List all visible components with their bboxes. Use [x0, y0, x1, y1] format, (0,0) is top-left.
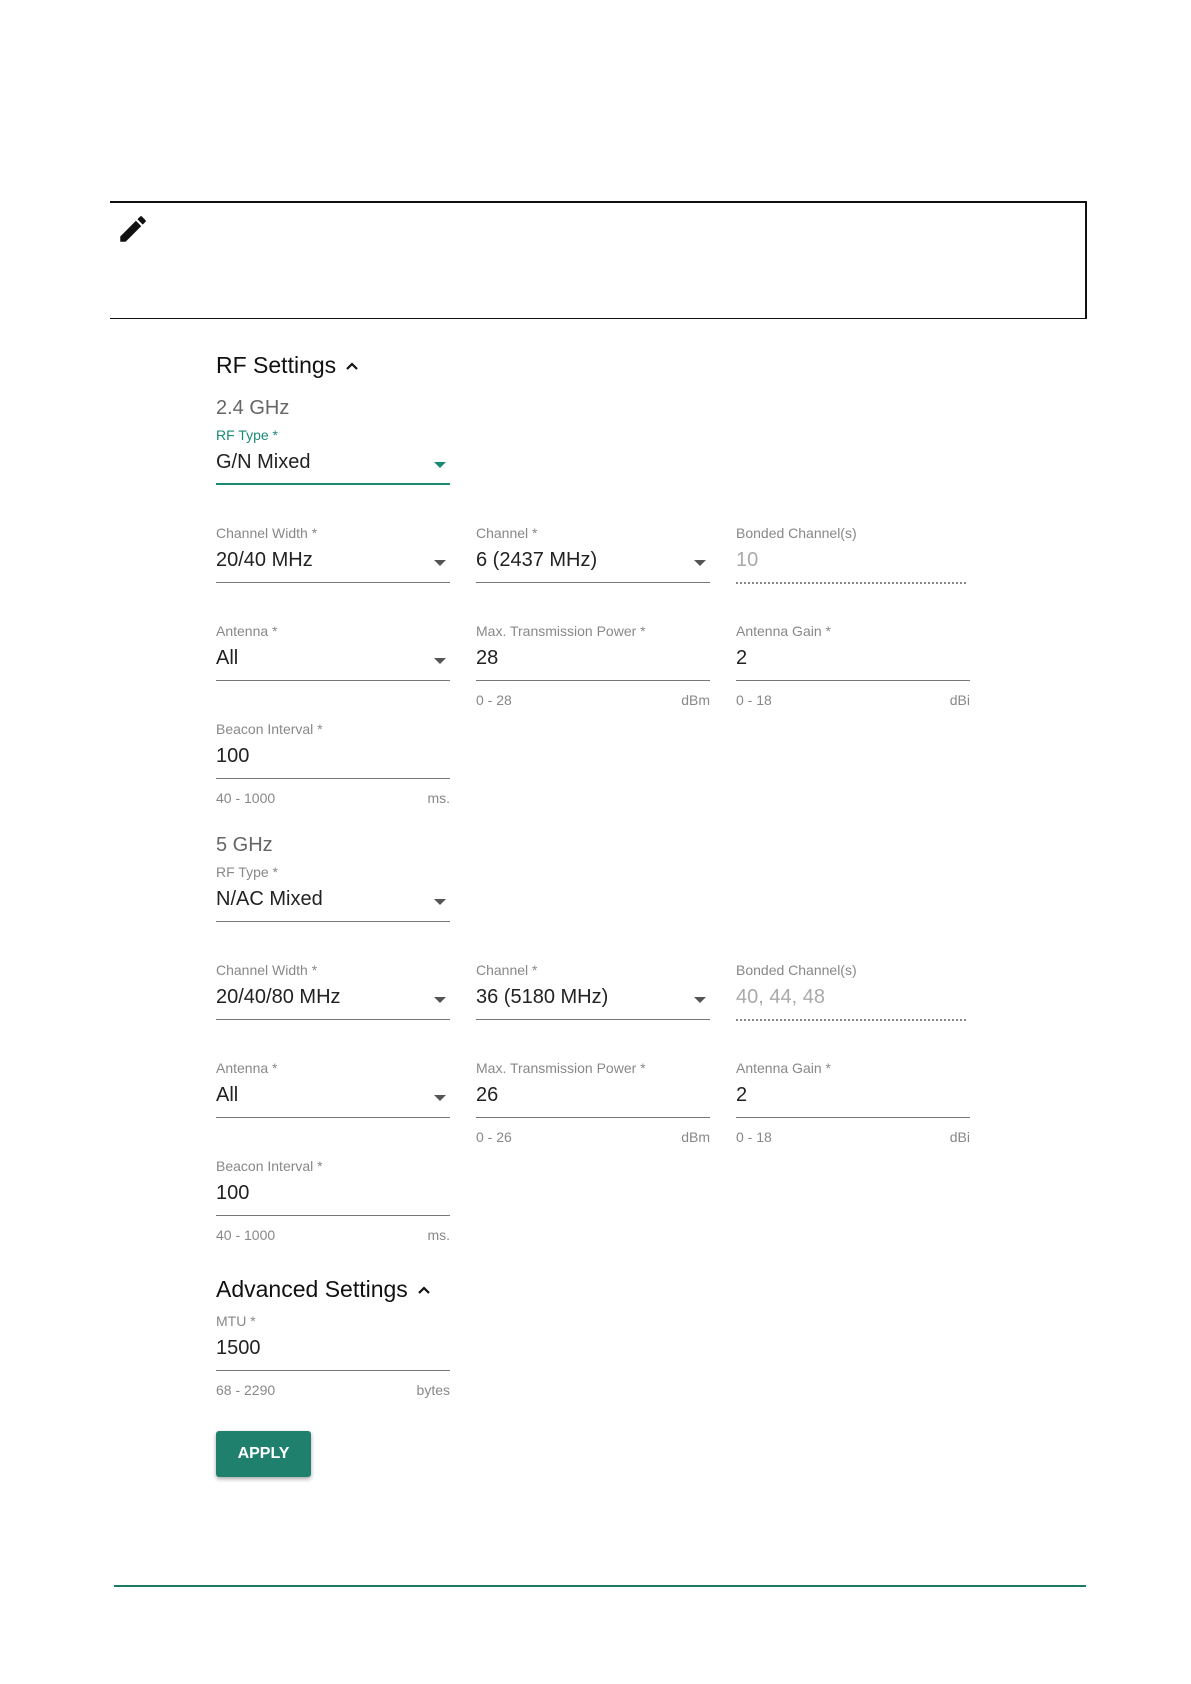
- field-value: 20/40/80 MHz: [216, 986, 341, 1008]
- field-underline: [736, 1019, 966, 1021]
- field-label: Antenna *: [216, 1060, 278, 1076]
- field-value: 2: [736, 1084, 748, 1106]
- rf-settings-header[interactable]: [216, 352, 360, 379]
- field-underline: [216, 778, 450, 779]
- field-label: MTU *: [216, 1313, 256, 1329]
- field-underline: [216, 582, 450, 583]
- field-value: 100: [216, 1182, 250, 1204]
- field-value: G/N Mixed: [216, 451, 311, 473]
- field-value: All: [216, 647, 239, 669]
- field-label: Channel *: [476, 525, 538, 541]
- field-value: 10: [736, 549, 759, 571]
- field-underline: [216, 483, 450, 485]
- caret-down-icon: [434, 899, 446, 905]
- field-unit: bytes: [416, 1382, 450, 1398]
- band-24-title: 2.4 GHz: [216, 397, 290, 419]
- field-hint: 0 - 28: [476, 692, 512, 708]
- field-label: Beacon Interval *: [216, 721, 323, 737]
- field-value: 100: [216, 745, 250, 767]
- field-value: 36 (5180 MHz): [476, 986, 609, 1008]
- field-label: Bonded Channel(s): [736, 962, 857, 978]
- field-label: Beacon Interval *: [216, 1158, 323, 1174]
- field-value: 6 (2437 MHz): [476, 549, 598, 571]
- field-underline: [736, 1117, 970, 1118]
- field-unit: dBi: [949, 1129, 970, 1145]
- caret-down-icon: [434, 1095, 446, 1101]
- field-underline: [216, 921, 450, 922]
- field-label: Channel Width *: [216, 962, 318, 978]
- field-underline: [736, 582, 966, 584]
- band-5-title: 5 GHz: [216, 834, 273, 856]
- field-underline: [476, 680, 710, 681]
- field-underline: [476, 1117, 710, 1118]
- field-value: 1500: [216, 1337, 261, 1359]
- field-label: RF Type *: [216, 864, 278, 880]
- field-value: 28: [476, 647, 499, 669]
- caret-down-icon: [434, 658, 446, 664]
- caret-down-icon: [434, 560, 446, 566]
- field-underline: [216, 1215, 450, 1216]
- field-hint: 0 - 18: [736, 1129, 772, 1145]
- field-underline: [216, 1370, 450, 1371]
- field-unit: dBm: [681, 1129, 710, 1145]
- advanced-settings-header[interactable]: [216, 1276, 432, 1303]
- field-value: 40, 44, 48: [736, 986, 825, 1008]
- field-label: Antenna Gain *: [736, 623, 831, 639]
- footer-divider: [114, 1585, 1086, 1587]
- field-underline: [476, 582, 710, 583]
- advanced-settings-title: Advanced Settings: [216, 1276, 408, 1302]
- field-underline: [476, 1019, 710, 1020]
- field-value: N/AC Mixed: [216, 888, 323, 910]
- caret-down-icon: [434, 462, 446, 468]
- field-label: RF Type *: [216, 427, 278, 443]
- field-value: All: [216, 1084, 239, 1106]
- chevron-up-icon: [416, 1282, 432, 1298]
- caret-down-icon: [694, 997, 706, 1003]
- field-underline: [216, 1117, 450, 1118]
- field-value: 2: [736, 647, 748, 669]
- field-label: Max. Transmission Power *: [476, 623, 646, 639]
- caret-down-icon: [434, 997, 446, 1003]
- field-label: Bonded Channel(s): [736, 525, 857, 541]
- field-label: Channel *: [476, 962, 538, 978]
- field-hint: 0 - 18: [736, 692, 772, 708]
- field-label: Antenna *: [216, 623, 278, 639]
- field-label: Antenna Gain *: [736, 1060, 831, 1076]
- field-value: 20/40 MHz: [216, 549, 313, 571]
- note-box: [110, 201, 1087, 319]
- apply-button[interactable]: APPLY: [216, 1431, 311, 1477]
- field-hint: 0 - 26: [476, 1129, 512, 1145]
- field-hint: 68 - 2290: [216, 1382, 276, 1398]
- field-value: 26: [476, 1084, 499, 1106]
- field-unit: dBm: [681, 692, 710, 708]
- pencil-icon: [116, 212, 150, 246]
- field-hint: 40 - 1000: [216, 790, 276, 806]
- field-label: Max. Transmission Power *: [476, 1060, 646, 1076]
- field-underline: [216, 680, 450, 681]
- field-unit: ms.: [427, 1227, 450, 1243]
- field-underline: [736, 680, 970, 681]
- chevron-up-icon: [344, 358, 360, 374]
- rf-settings-title: RF Settings: [216, 352, 337, 378]
- field-underline: [216, 1019, 450, 1020]
- field-label: Channel Width *: [216, 525, 318, 541]
- field-unit: dBi: [949, 692, 970, 708]
- field-unit: ms.: [427, 790, 450, 806]
- field-hint: 40 - 1000: [216, 1227, 276, 1243]
- caret-down-icon: [694, 560, 706, 566]
